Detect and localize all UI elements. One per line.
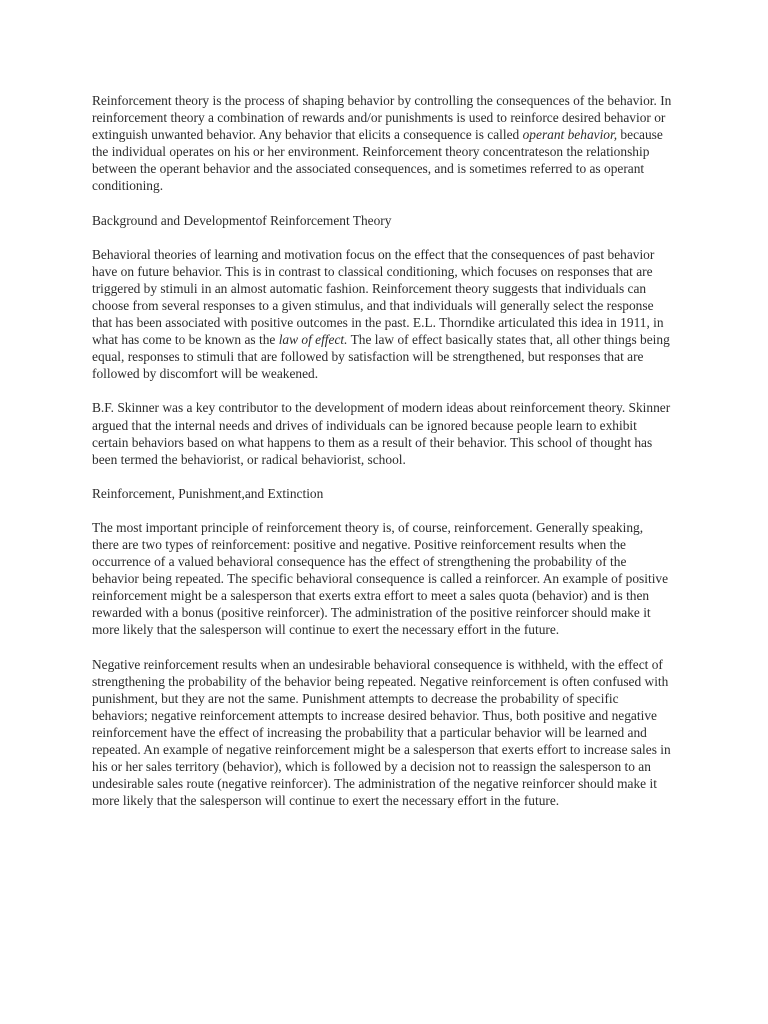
paragraph-behavioral-text-b: The law of effect basically states that, all other things being equal, responses to stimuli that are followed by satisfaction will be strengthened, but responses that are followed by discomfort will be weakened. (92, 332, 670, 382)
law-of-effect-term: law of effect. (278, 332, 348, 348)
paragraph-negative-reinforcement: Negative reinforcement results when an undesirable behavioral consequence is withheld, with the effect of strengthening the probability of the behavior being repeated. Negative reinforcement is often confused with punishment, but they are not the same. Punishment attempts to decrease the probability of specific behaviors; negative reinforcement attempts to increase desired behavior. Thus, both positive and negative reinforcement have the effect of increasing the probability that a particular behavior will be learned and repeated. An example of negative reinforcement might be a salesperson that exerts effort to increase sales in his or her sales territory (behavior), which is followed by a decision not to reassign the salesperson to an undesirable sales route (negative reinforcer). The administration of the negative reinforcer should make it more likely that the salesperson will continue to exert the necessary effort in the future. (92, 656, 671, 809)
paragraph-skinner: B.F. Skinner was a key contributor to the development of modern ideas about reinforcement theory. Skinner argued that the internal needs and drives of individuals can be ignored because people learn to exhibit certain behaviors based on what happens to them as a result of their behavior. This school of thought has been termed the behaviorist, or radical behaviorist, school. (92, 400, 671, 467)
paragraph-positive-reinforcement: The most important principle of reinforcement theory is, of course, reinforcement. Generally speaking, there are two types of reinforcement: positive and negative. Positive reinforcement results when the occurrence of a valued behavioral consequence has the effect of strengthening the probability of the behavior being repeated. The specific behavioral consequence is called a reinforcer. An example of positive reinforcement might be a salesperson that exerts extra effort to meet a sales quota (behavior) and is then rewarded with a bonus (positive reinforcer). The administration of the positive reinforcer should make it more likely that the salesperson will continue to exert the necessary effort in the future. (92, 519, 669, 638)
paragraph-behavioral-text-a: Behavioral theories of learning and motivation focus on the effect that the consequences of past behavior have on future behavior. This is in contrast to classical conditioning, which focuses on responses that are triggered by stimuli in an almost automatic fashion. Reinforcement theory suggests that individuals can choose from several responses to a given stimulus, and that individuals will generally select the response that has been associated with positive outcomes in the past. E.L. Thorndike articulated this idea in 1911, in what has come to be known as the (92, 246, 664, 348)
section-heading-reinforcement: Reinforcement, Punishment,and Extinction (92, 485, 324, 501)
document-page (92, 92, 672, 826)
paragraph-intro (92, 92, 672, 195)
paragraph-behavioral-theories (92, 246, 672, 383)
section-heading-background: Background and Developmentof Reinforcement Theory (92, 212, 392, 228)
operant-behavior-term: operant behavior, (522, 127, 618, 143)
paragraph-intro-text-a: Reinforcement theory is the process of shaping behavior by controlling the consequences of the behavior. In reinforcement theory a combination of rewards and/or punishments is used to reinforce desired behavior or extinguish unwanted behavior. Any behavior that elicits a consequence is called (92, 93, 672, 143)
paragraph-intro-text-b: because the individual operates on his or her environment. Reinforcement theory concentrateson the relationship between the operant behavior and the associated consequences, and is sometimes referred to as operant conditioning. (92, 127, 663, 194)
